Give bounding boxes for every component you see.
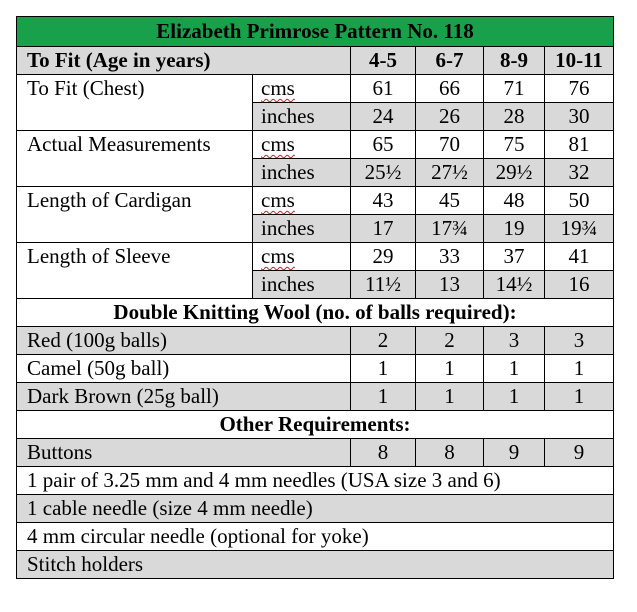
- value-cell: 17¾: [416, 215, 484, 243]
- value-cell: 28: [484, 103, 545, 131]
- value-cell: 37: [484, 243, 545, 271]
- measurement-label-spacer: [17, 159, 253, 187]
- measurement-label-spacer: [17, 215, 253, 243]
- value-cell: 50: [545, 187, 614, 215]
- requirement-row: [17, 551, 614, 579]
- unit-cms: cms: [261, 188, 295, 212]
- value-cell: 32: [545, 159, 614, 187]
- value-cell: 71: [484, 75, 545, 103]
- pattern-table: [16, 16, 614, 579]
- unit-inches: inches: [253, 271, 351, 299]
- value-cell: 25½: [351, 159, 416, 187]
- value-cell: 66: [416, 75, 484, 103]
- value-cell: 1: [484, 383, 545, 411]
- wool-row: [17, 327, 614, 355]
- measurement-row-cms: [17, 187, 614, 215]
- unit-inches: inches: [253, 215, 351, 243]
- measurement-label: Actual Measurements: [17, 131, 253, 159]
- value-cell: 8: [416, 439, 484, 467]
- value-cell: 14½: [484, 271, 545, 299]
- value-cell: 19¾: [545, 215, 614, 243]
- unit-cell: [253, 187, 351, 215]
- value-cell: 1: [416, 355, 484, 383]
- unit-cms: cms: [261, 132, 295, 156]
- measurement-label-spacer: [17, 103, 253, 131]
- requirement-item: 1 pair of 3.25 mm and 4 mm needles (USA size 3 and 6): [17, 467, 614, 495]
- measurement-row-cms: [17, 243, 614, 271]
- wool-row: [17, 383, 614, 411]
- measurement-row-inches: [17, 159, 614, 187]
- requirement-row: [17, 467, 614, 495]
- value-cell: 1: [351, 355, 416, 383]
- measurement-row-cms: [17, 131, 614, 159]
- wool-label: Red (100g balls): [17, 327, 351, 355]
- unit-cell: [253, 243, 351, 271]
- measurement-label-spacer: [17, 271, 253, 299]
- age-header-label: To Fit (Age in years): [17, 47, 351, 75]
- value-cell: 19: [484, 215, 545, 243]
- value-cell: 81: [545, 131, 614, 159]
- value-cell: 3: [484, 327, 545, 355]
- buttons-row: [17, 439, 614, 467]
- size-header: 6-7: [416, 47, 484, 75]
- measurement-label: Length of Cardigan: [17, 187, 253, 215]
- value-cell: 43: [351, 187, 416, 215]
- unit-cms: cms: [261, 76, 295, 100]
- value-cell: 41: [545, 243, 614, 271]
- measurement-row-inches: [17, 271, 614, 299]
- value-cell: 1: [545, 355, 614, 383]
- wool-label: Dark Brown (25g ball): [17, 383, 351, 411]
- requirement-item: 4 mm circular needle (optional for yoke): [17, 523, 614, 551]
- value-cell: 1: [351, 383, 416, 411]
- value-cell: 8: [351, 439, 416, 467]
- measurement-row-cms: [17, 75, 614, 103]
- value-cell: 2: [351, 327, 416, 355]
- measurement-row-inches: [17, 215, 614, 243]
- value-cell: 29½: [484, 159, 545, 187]
- value-cell: 1: [484, 355, 545, 383]
- value-cell: 16: [545, 271, 614, 299]
- title-row: [17, 17, 614, 47]
- measurement-row-inches: [17, 103, 614, 131]
- value-cell: 45: [416, 187, 484, 215]
- value-cell: 9: [484, 439, 545, 467]
- requirement-row: [17, 495, 614, 523]
- requirement-item: 1 cable needle (size 4 mm needle): [17, 495, 614, 523]
- wool-heading: Double Knitting Wool (no. of balls required):: [17, 299, 614, 327]
- requirement-row: [17, 523, 614, 551]
- value-cell: 61: [351, 75, 416, 103]
- value-cell: 65: [351, 131, 416, 159]
- value-cell: 24: [351, 103, 416, 131]
- unit-inches: inches: [253, 103, 351, 131]
- value-cell: 70: [416, 131, 484, 159]
- value-cell: 30: [545, 103, 614, 131]
- measurement-label: To Fit (Chest): [17, 75, 253, 103]
- value-cell: 26: [416, 103, 484, 131]
- value-cell: 1: [416, 383, 484, 411]
- unit-inches: inches: [253, 159, 351, 187]
- value-cell: 17: [351, 215, 416, 243]
- value-cell: 9: [545, 439, 614, 467]
- value-cell: 76: [545, 75, 614, 103]
- size-header-row: [17, 47, 614, 75]
- value-cell: 3: [545, 327, 614, 355]
- value-cell: 48: [484, 187, 545, 215]
- value-cell: 11½: [351, 271, 416, 299]
- wool-label: Camel (50g ball): [17, 355, 351, 383]
- value-cell: 75: [484, 131, 545, 159]
- value-cell: 2: [416, 327, 484, 355]
- value-cell: 29: [351, 243, 416, 271]
- size-header: 4-5: [351, 47, 416, 75]
- wool-heading-row: [17, 299, 614, 327]
- buttons-label: Buttons: [17, 439, 351, 467]
- other-heading: Other Requirements:: [17, 411, 614, 439]
- unit-cell: [253, 131, 351, 159]
- size-header: 8-9: [484, 47, 545, 75]
- measurement-label: Length of Sleeve: [17, 243, 253, 271]
- value-cell: 27½: [416, 159, 484, 187]
- pattern-sheet: [16, 16, 613, 579]
- wool-row: [17, 355, 614, 383]
- unit-cms: cms: [261, 244, 295, 268]
- value-cell: 33: [416, 243, 484, 271]
- pattern-title: Elizabeth Primrose Pattern No. 118: [17, 17, 614, 47]
- value-cell: 1: [545, 383, 614, 411]
- requirement-item: Stitch holders: [17, 551, 614, 579]
- size-header: 10-11: [545, 47, 614, 75]
- unit-cell: [253, 75, 351, 103]
- value-cell: 13: [416, 271, 484, 299]
- other-heading-row: [17, 411, 614, 439]
